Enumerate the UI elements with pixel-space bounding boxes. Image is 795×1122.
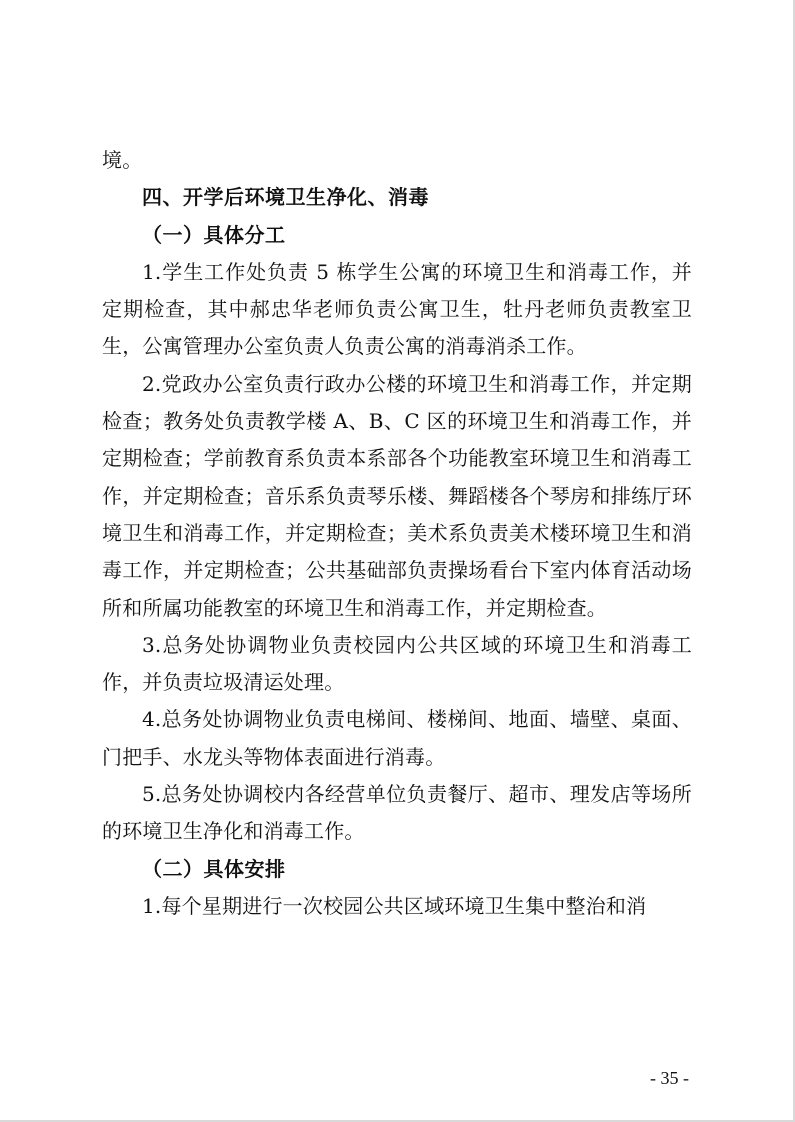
subsection-heading-division-of-labor: （一）具体分工 (142, 222, 286, 247)
paragraph-item-2: 2.党政办公室负责行政办公楼的环境卫生和消毒工作，并定期检查；教务处负责教学楼 A、B、C 区的环境卫生和消毒工作，并定期检查；学前教育系负责本系部各个功能教室环境卫生和消毒工作，并定期检查；音乐系负责琴乐楼、舞蹈楼各个琴房和排练厅环境卫生和消毒工作，并定期检查；美术系负责美术楼环境卫生和消毒工作，并定期检查；公共基础部负责操场看台下室内体育活动场所和所属功能教室的环境卫生和消毒工作，并定期检查。 (102, 371, 692, 620)
page-number: - 35 - (650, 1068, 689, 1088)
subsection-heading-arrangement: （二）具体安排 (142, 856, 286, 881)
paragraph-item-4: 4.总务处协调物业负责电梯间、楼梯间、地面、墙壁、桌面、门把手、水龙头等物体表面进行消毒。 (102, 707, 692, 769)
paragraph-item-5: 5.总务处协调校内各经营单位负责餐厅、超市、理发店等场所的环境卫生净化和消毒工作。 (102, 782, 692, 844)
paragraph-item-3: 3.总务处协调物业负责校园内公共区域的环境卫生和消毒工作，并负责垃圾清运处理。 (102, 632, 692, 695)
section-heading: 四、开学后环境卫生净化、消毒 (142, 185, 429, 210)
document-body (102, 142, 692, 925)
paragraph-continuation: 境。 (102, 148, 143, 172)
paragraph-arrangement-item-1: 1.每个星期进行一次校园公共区域环境卫生集中整治和消 (142, 893, 647, 918)
paragraph-item-1: 1.学生工作处负责 5 栋学生公寓的环境卫生和消毒工作，并定期检查，其中郝忠华老师负责公寓卫生，牡丹老师负责教室卫生，公寓管理办公室负责人负责公寓的消毒消杀工作。 (102, 259, 692, 359)
